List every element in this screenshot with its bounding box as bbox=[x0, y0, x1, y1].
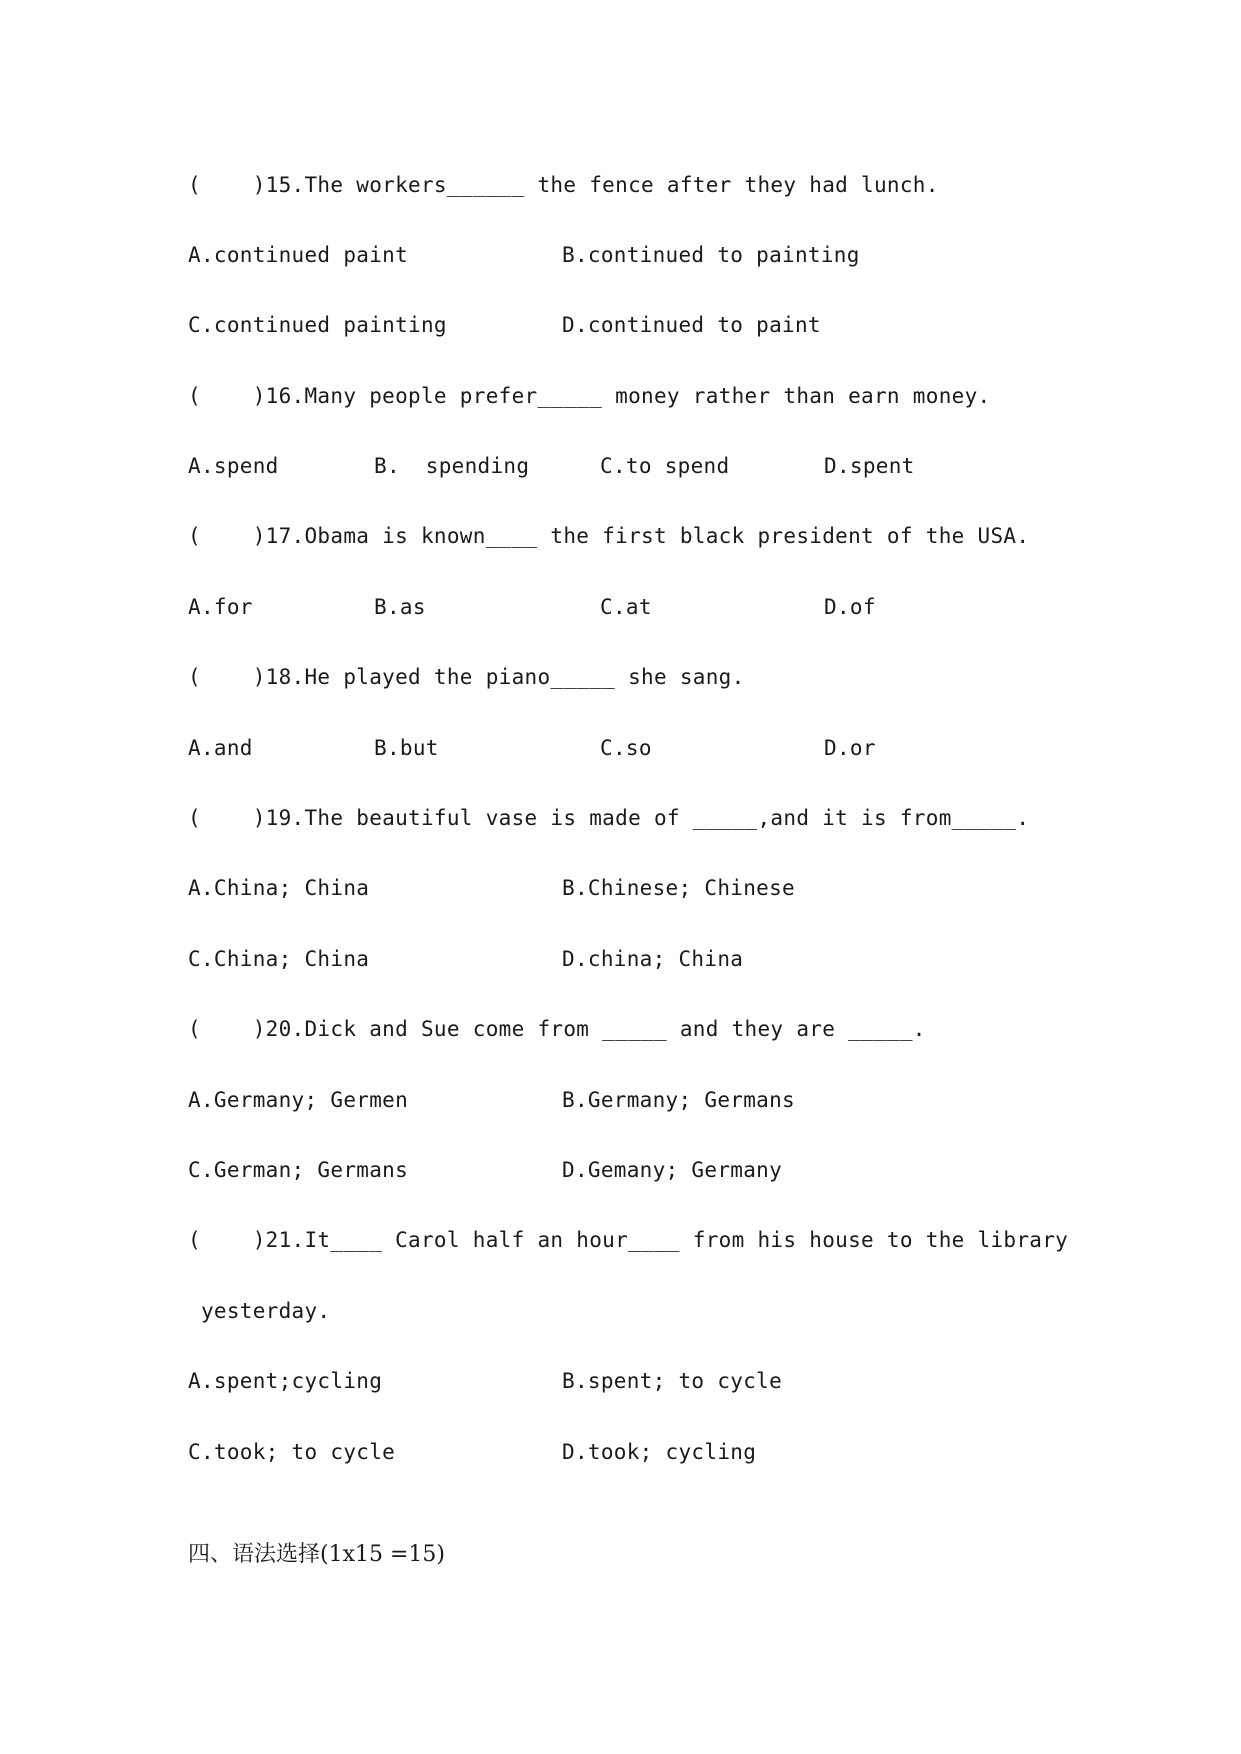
question-20-stem: ( )20.Dick and Sue come from _____ and they are _____. bbox=[188, 1017, 926, 1041]
question-17-option-a: A.for bbox=[188, 595, 253, 619]
question-15-option-d: D.continued to paint bbox=[562, 313, 821, 337]
question-18-option-d: D.or bbox=[824, 736, 876, 760]
section-heading: 四、语法选择(1x15 =15) bbox=[188, 1542, 445, 1567]
question-21-option-d: D.took; cycling bbox=[562, 1440, 757, 1464]
question-16-option-b: B. spending bbox=[374, 454, 530, 478]
question-18-option-c: C.so bbox=[600, 736, 652, 760]
question-15-option-a: A.continued paint bbox=[188, 243, 409, 267]
question-21-option-b: B.spent; to cycle bbox=[562, 1369, 783, 1393]
question-20-option-a: A.Germany; Germen bbox=[188, 1088, 409, 1112]
question-19-stem: ( )19.The beautiful vase is made of _____,and it is from_____. bbox=[188, 806, 1030, 830]
question-16-option-d: D.spent bbox=[824, 454, 915, 478]
question-17-option-d: D.of bbox=[824, 595, 876, 619]
question-19-option-c: C.China; China bbox=[188, 947, 370, 971]
question-16-option-a: A.spend bbox=[188, 454, 279, 478]
question-20-option-c: C.German; Germans bbox=[188, 1158, 409, 1182]
question-20-option-d: D.Gemany; Germany bbox=[562, 1158, 783, 1182]
question-16-option-c: C.to spend bbox=[600, 454, 730, 478]
question-18-option-b: B.but bbox=[374, 736, 439, 760]
question-16-stem: ( )16.Many people prefer_____ money rather than earn money. bbox=[188, 384, 991, 408]
question-17-option-c: C.at bbox=[600, 595, 652, 619]
question-21-option-c: C.took; to cycle bbox=[188, 1440, 396, 1464]
question-18-stem: ( )18.He played the piano_____ she sang. bbox=[188, 665, 745, 689]
question-15-option-c: C.continued painting bbox=[188, 313, 447, 337]
question-21-stem: ( )21.It____ Carol half an hour____ from his house to the library bbox=[188, 1228, 1069, 1252]
question-19-option-d: D.china; China bbox=[562, 947, 744, 971]
question-21-option-a: A.spent;cycling bbox=[188, 1369, 383, 1393]
question-20-option-b: B.Germany; Germans bbox=[562, 1088, 795, 1112]
question-18-option-a: A.and bbox=[188, 736, 253, 760]
question-19-option-b: B.Chinese; Chinese bbox=[562, 876, 795, 900]
question-21-stem-continued: yesterday. bbox=[188, 1299, 331, 1323]
question-17-stem: ( )17.Obama is known____ the first black president of the USA. bbox=[188, 524, 1030, 548]
question-15-stem: ( )15.The workers______ the fence after they had lunch. bbox=[188, 173, 939, 197]
question-15-option-b: B.continued to painting bbox=[562, 243, 860, 267]
question-17-option-b: B.as bbox=[374, 595, 426, 619]
question-19-option-a: A.China; China bbox=[188, 876, 370, 900]
